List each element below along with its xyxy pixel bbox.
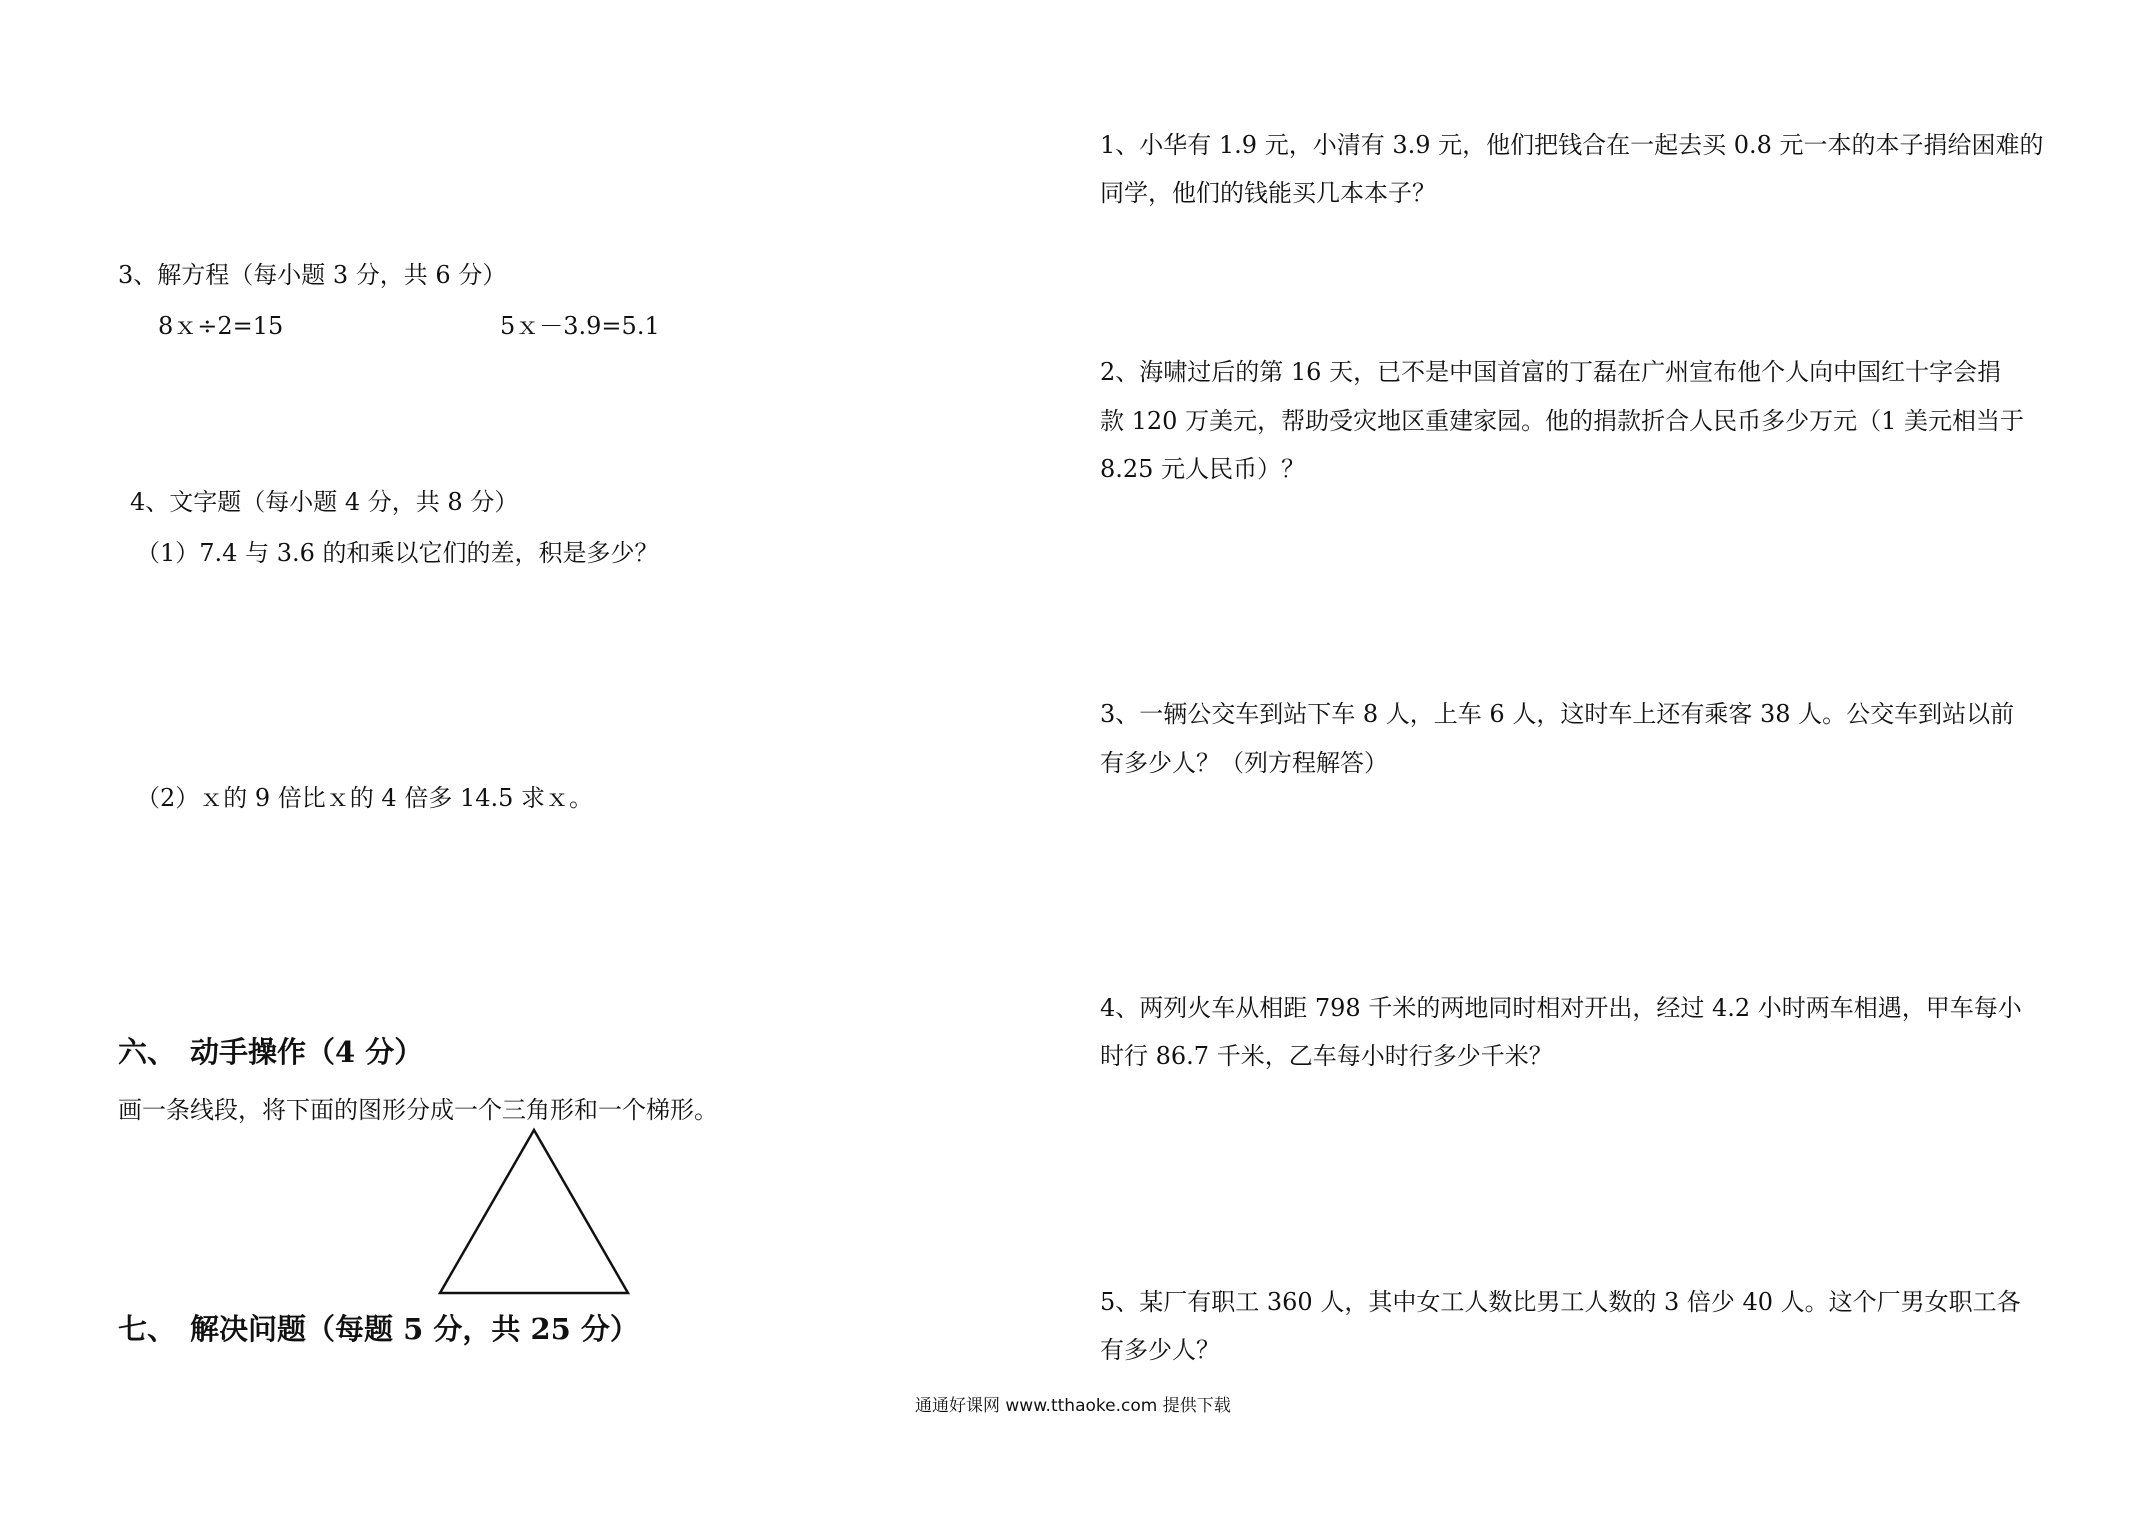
- q4-item-1: （1）7.4 与 3.6 的和乘以它们的差，积是多少？: [136, 539, 659, 567]
- section-6-instruction: 画一条线段，将下面的图形分成一个三角形和一个梯形。: [118, 1096, 718, 1124]
- q3-title: 3、解方程（每小题 3 分，共 6 分）: [118, 261, 507, 289]
- section-6-heading: [118, 1035, 424, 1069]
- problem-2-line-2: 款 120 万美元，帮助受灾地区重建家园。他的捐款折合人民币多少万元（1 美元相当于: [1100, 407, 2024, 435]
- problem-3-line-2: 有多少人？（列方程解答）: [1100, 749, 1388, 777]
- q3-equation-2: 5ｘ－3.9=5.1: [500, 312, 660, 340]
- problem-2-line-1: 2、海啸过后的第 16 天，已不是中国首富的丁磊在广州宣布他个人向中国红十字会捐: [1100, 358, 2002, 386]
- section-6-number: 六、: [118, 1035, 177, 1069]
- problem-2-line-3: 8.25 元人民币）？: [1100, 455, 1306, 483]
- problem-5-line-1: 5、某厂有职工 360 人，其中女工人数比男工人数的 3 倍少 40 人。这个厂男女职工各: [1100, 1288, 2021, 1316]
- footer-credit: 通通好课网 www.tthaoke.com 提供下载: [915, 1396, 1231, 1416]
- q4-title: 4、文字题（每小题 4 分，共 8 分）: [130, 488, 519, 516]
- q3-equation-1: 8ｘ÷2=15: [158, 312, 284, 340]
- triangle-figure: [430, 1125, 630, 1300]
- problem-4-line-1: 4、两列火车从相距 798 千米的两地同时相对开出，经过 4.2 小时两车相遇，甲车每小: [1100, 994, 2022, 1022]
- triangle-shape: [440, 1130, 628, 1293]
- problem-5-line-2: 有多少人？: [1100, 1336, 1220, 1364]
- problem-1-line-1: 1、小华有 1.9 元，小清有 3.9 元，他们把钱合在一起去买 0.8 元一本的本子捐给困难的: [1100, 131, 2044, 159]
- section-6-title: 动手操作（4 分）: [190, 1035, 424, 1069]
- section-7-number: 七、: [118, 1312, 177, 1346]
- q4-item-2: （2）ｘ的 9 倍比ｘ的 4 倍多 14.5 求ｘ。: [136, 784, 594, 812]
- problem-3-line-1: 3、一辆公交车到站下车 8 人，上车 6 人，这时车上还有乘客 38 人。公交车到站以前: [1100, 700, 2015, 728]
- section-7-title: 解决问题（每题 5 分，共 25 分）: [190, 1312, 639, 1346]
- problem-1-line-2: 同学，他们的钱能买几本本子？: [1100, 179, 1436, 207]
- problem-4-line-2: 时行 86.7 千米，乙车每小时行多少千米？: [1100, 1042, 1553, 1070]
- section-7-heading: [118, 1312, 639, 1346]
